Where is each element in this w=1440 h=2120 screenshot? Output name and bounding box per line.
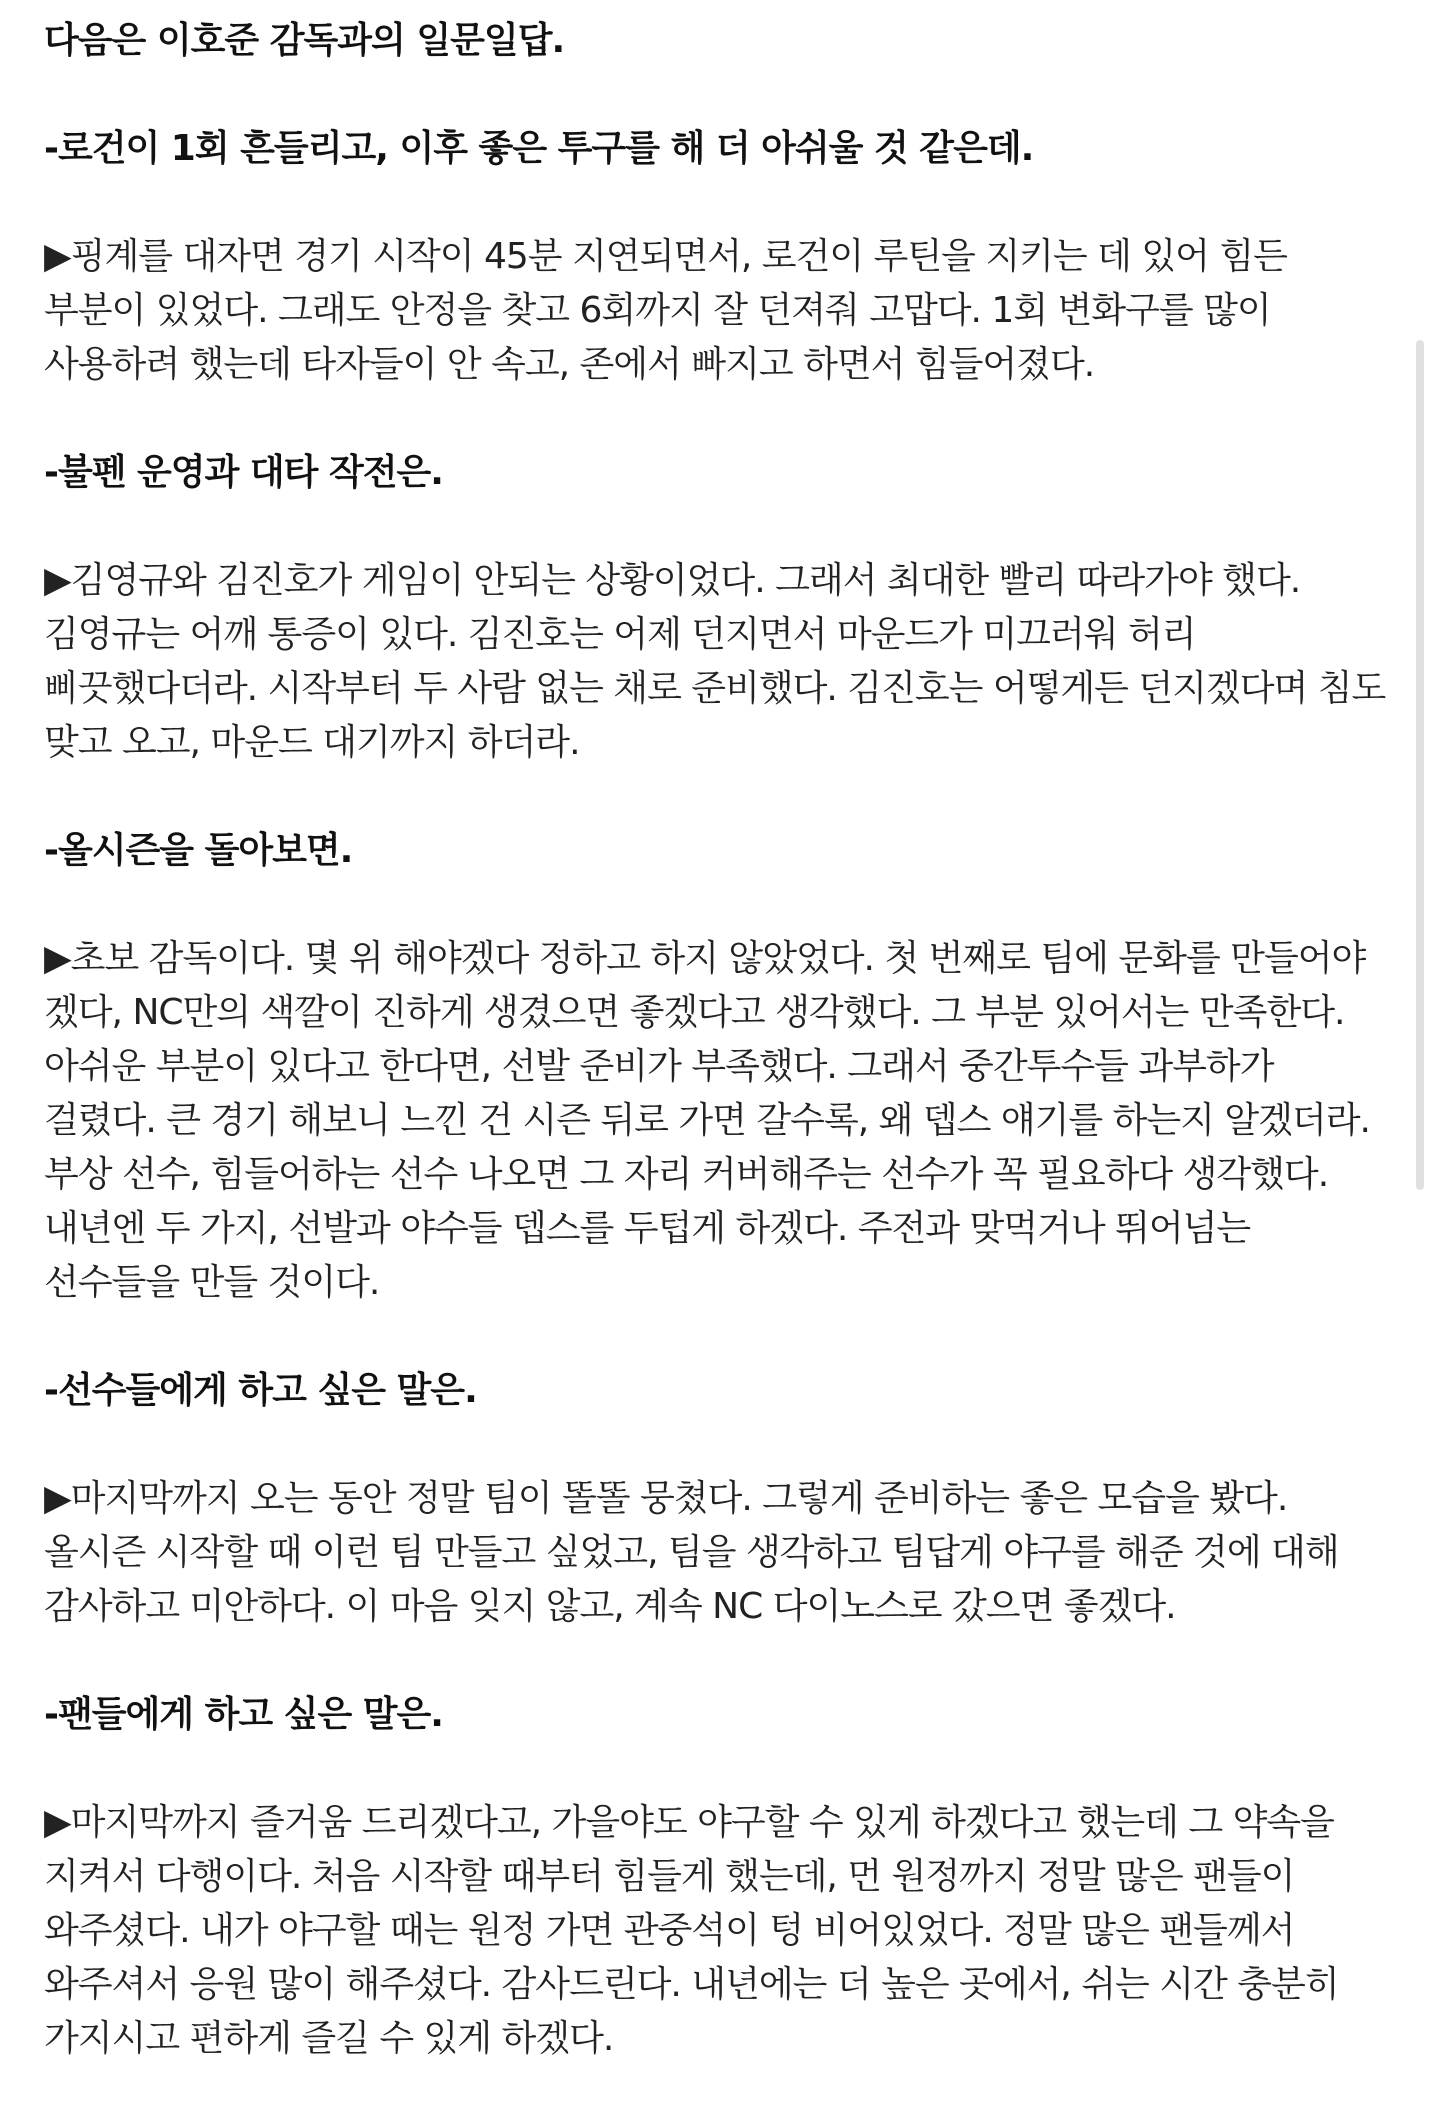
question-5: -팬들에게 하고 싶은 말은. <box>44 1694 443 1735</box>
answer-5: ▶마지막까지 즐거움 드리겠다고, 가을야도 야구할 수 있게 하겠다고 했는데 그 약속을 지켜서 다행이다. 처음 시작할 때부터 힘들게 했는데, 먼 원정까지 정말 많은 팬들이 와주셨다. 내가 야구할 때는 원정 가면 관중석이 텅 비어있었다. 정말 많은 팬들께서 와주셔서 응원 많이 해주셨다. 감사드린다. 내년에는 더 높은 곳에서, 쉬는 시간 충분히 가지시고 편하게 즐길 수 있게 하겠다. <box>44 1802 1339 2059</box>
question-3: -올시즌을 돌아보면. <box>44 830 353 871</box>
vertical-scrollbar[interactable] <box>1416 340 1424 1190</box>
question-2: -불펜 운영과 대타 작전은. <box>44 452 443 493</box>
answer-2: ▶김영규와 김진호가 게임이 안되는 상황이었다. 그래서 최대한 빨리 따라가야 했다. 김영규는 어깨 통증이 있다. 김진호는 어제 던지면서 마운드가 미끄러워 허리 삐끗했다더라. 시작부터 두 사람 없는 채로 준비했다. 김진호는 어떻게든 던지겠다며 침도 맞고 오고, 마운드 대기까지 하더라. <box>44 560 1386 763</box>
answer-3: ▶초보 감독이다. 몇 위 해야겠다 정하고 하지 않았었다. 첫 번째로 팀에 문화를 만들어야 겠다, NC만의 색깔이 진하게 생겼으면 좋겠다고 생각했다. 그 부분 있어서는 만족한다. 아쉬운 부분이 있다고 한다면, 선발 준비가 부족했다. 그래서 중간투수들 과부하가 걸렸다. 큰 경기 해보니 느낀 건 시즌 뒤로 가면 갈수록, 왜 뎁스 얘기를 하는지 알겠더라. 부상 선수, 힘들어하는 선수 나오면 그 자리 커버해주는 선수가 꼭 필요하다 생각했다. 내년엔 두 가지, 선발과 야수들 뎁스를 두텁게 하겠다. 주전과 맞먹거나 뛰어넘는 선수들을 만들 것이다. <box>44 938 1370 1303</box>
answer-4: ▶마지막까지 오는 동안 정말 팀이 똘똘 뭉쳤다. 그렇게 준비하는 좋은 모습을 봤다. 올시즌 시작할 때 이런 팀 만들고 싶었고, 팀을 생각하고 팀답게 야구를 해준 것에 대해 감사하고 미안하다. 이 마음 잊지 않고, 계속 NC 다이노스로 갔으면 좋겠다. <box>44 1478 1339 1627</box>
article-body <box>44 14 1394 2120</box>
answer-1: ▶핑계를 대자면 경기 시작이 45분 지연되면서, 로건이 루틴을 지키는 데 있어 힘든 부분이 있었다. 그래도 안정을 찾고 6회까지 잘 던져줘 고맙다. 1회 변화구를 많이 사용하려 했는데 타자들이 안 속고, 존에서 빠지고 하면서 힘들어졌다. <box>44 236 1287 385</box>
intro-heading: 다음은 이호준 감독과의 일문일답. <box>44 20 565 61</box>
question-1: -로건이 1회 흔들리고, 이후 좋은 투구를 해 더 아쉬울 것 같은데. <box>44 128 1034 169</box>
question-4: -선수들에게 하고 싶은 말은. <box>44 1370 477 1411</box>
